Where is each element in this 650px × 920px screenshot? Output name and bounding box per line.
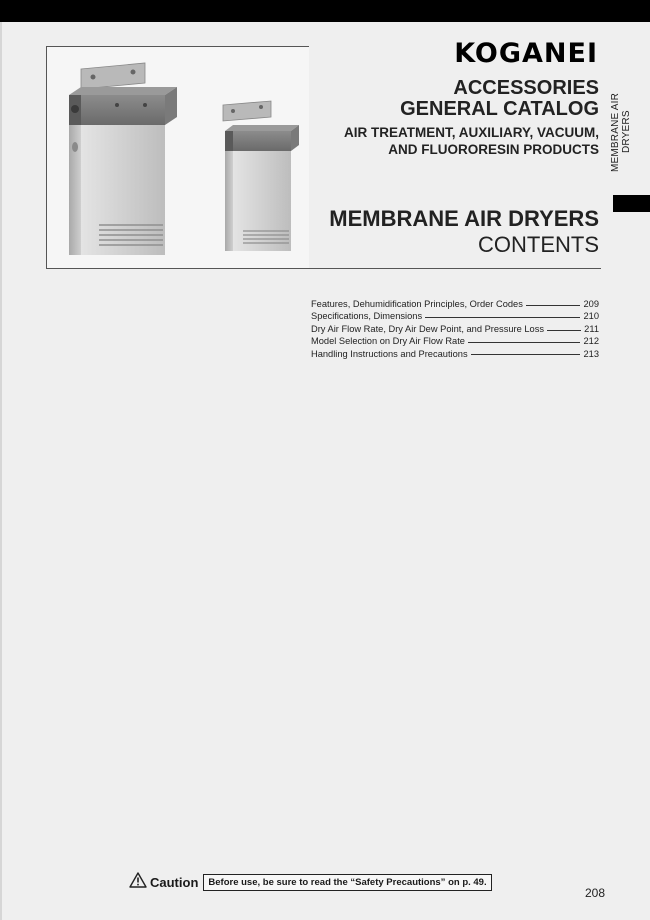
toc-entry-page: 209: [583, 299, 599, 309]
toc-entry-label: Features, Dehumidification Principles, Order Codes: [311, 299, 523, 309]
toc-entry[interactable]: [311, 323, 599, 335]
caution-label: Caution: [150, 874, 199, 890]
caution-text: Before use, be sure to read the “Safety Precautions” on p. 49.: [203, 874, 491, 891]
small-dryer-illustration: [223, 101, 299, 251]
toc-leader: [471, 354, 581, 355]
toc-leader: [468, 342, 581, 343]
product-photo: [46, 46, 309, 269]
catalog-heading: [344, 78, 599, 158]
large-dryer-illustration: [69, 63, 177, 255]
section-title: [329, 206, 599, 258]
section-title-main: MEMBRANE AIR DRYERS: [329, 206, 599, 231]
toc-entry-label: Handling Instructions and Precautions: [311, 348, 468, 359]
toc-entry-label: Specifications, Dimensions: [311, 311, 423, 322]
page-left-edge: [0, 22, 2, 920]
koganei-logo: KOGANEI: [454, 38, 598, 69]
catalog-subheading-line2: AND FLUORORESIN PRODUCTS: [388, 142, 599, 157]
catalog-heading-line1: ACCESSORIES: [453, 77, 599, 99]
side-index-tab: [613, 195, 650, 212]
toc-entry-page: 212: [583, 336, 599, 347]
toc-leader: [547, 330, 581, 331]
toc-entry[interactable]: [311, 335, 599, 347]
toc-entry[interactable]: [311, 348, 599, 360]
toc-leader: [526, 305, 581, 306]
toc-leader: [425, 317, 580, 318]
top-black-bar: [0, 0, 650, 22]
toc-entry-label: Model Selection on Dry Air Flow Rate: [311, 336, 465, 347]
toc-entry-label: Dry Air Flow Rate, Dry Air Dew Point, and Pressure Loss: [311, 323, 545, 334]
side-index-label: MEMBRANE AIR DRYERS: [610, 92, 632, 172]
page-number: 208: [585, 886, 606, 900]
caution-notice: [129, 873, 492, 891]
warning-triangle-icon: [129, 872, 147, 893]
toc-entry-page: 210: [583, 311, 599, 322]
table-of-contents: [311, 298, 599, 360]
toc-entry[interactable]: [311, 310, 599, 322]
section-title-sub: CONTENTS: [478, 232, 599, 257]
toc-entry-page: 213: [583, 348, 599, 359]
toc-entry-page: 211: [584, 323, 599, 334]
toc-entry[interactable]: [311, 298, 599, 310]
catalog-heading-line2: GENERAL CATALOG: [400, 98, 599, 120]
photo-bottom-rule: [46, 268, 601, 269]
catalog-subheading-line1: AIR TREATMENT, AUXILIARY, VACUUM,: [344, 125, 599, 140]
